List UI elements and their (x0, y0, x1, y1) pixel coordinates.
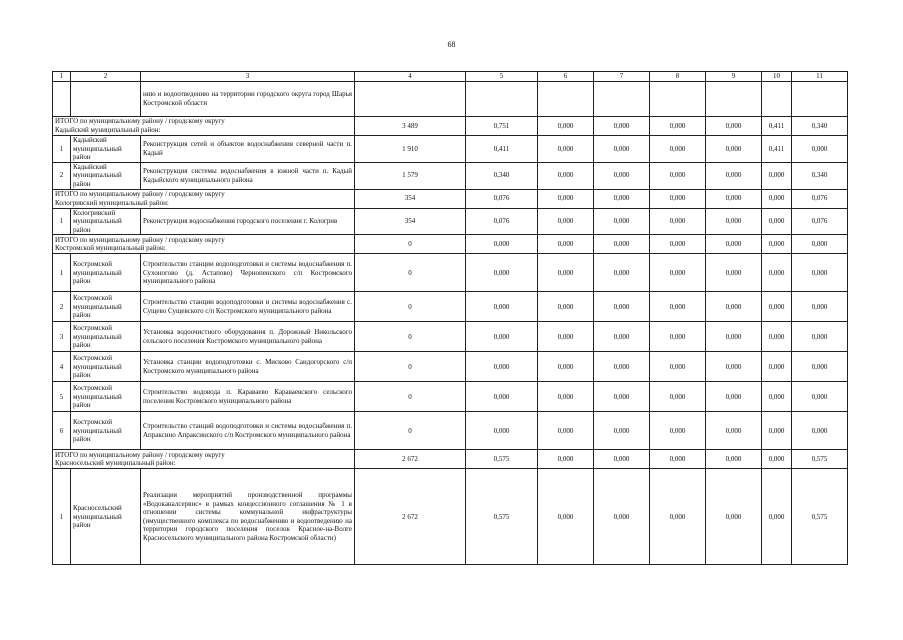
value-cell: 0,000 (538, 382, 594, 412)
municipality: Костромской муниципальный район (71, 322, 141, 352)
row-number: 1 (53, 136, 71, 163)
project-description: Строительство станций водоподготовки и системы водоснабжения п. Апраксино Апраксинского с/п Костромского муниципального района (141, 412, 355, 450)
value-cell: 0,000 (762, 162, 792, 189)
municipality: Кологривский муниципальный район (71, 208, 141, 235)
municipality: Костромской муниципальный район (71, 292, 141, 322)
project-description: Реконструкция водоснабжения городского поселения г. Кологрив (141, 208, 355, 235)
row-number: 4 (53, 352, 71, 382)
value-cell: 0,340 (792, 162, 848, 189)
row-number: 2 (53, 292, 71, 322)
value-cell: 0,000 (538, 136, 594, 163)
column-number-row (53, 72, 848, 82)
value-cell: 0,000 (594, 235, 650, 254)
value-cell: 0,000 (538, 322, 594, 352)
value-cell: 0,340 (792, 117, 848, 136)
value-cell: 0,000 (706, 136, 762, 163)
value-cell: 0,000 (594, 469, 650, 565)
column-header: 8 (650, 72, 706, 82)
value-cell: 0,000 (466, 382, 538, 412)
value-cell: 0,000 (538, 117, 594, 136)
region-name: Кологривский муниципальный район: (55, 198, 169, 207)
value-cell: 0,000 (538, 450, 594, 469)
value-cell: 0,000 (538, 352, 594, 382)
total-label (53, 450, 355, 469)
value-cell: 0,000 (650, 450, 706, 469)
value-cell: 0,000 (594, 292, 650, 322)
value-cell: 0,000 (650, 382, 706, 412)
value-cell: 0,000 (594, 117, 650, 136)
value-cell: 0,000 (762, 352, 792, 382)
project-row (53, 136, 848, 163)
value-volume: 0 (355, 322, 466, 352)
value-cell: 0,076 (466, 189, 538, 208)
column-header: 3 (141, 72, 355, 82)
value-cell: 0,575 (466, 469, 538, 565)
value-cell: 0,000 (650, 117, 706, 136)
region-name: Красносельский муниципальный район: (55, 459, 176, 468)
value-cell: 0,000 (706, 208, 762, 235)
value-cell: 0,000 (594, 382, 650, 412)
value-cell: 0,000 (706, 254, 762, 292)
column-header: 7 (594, 72, 650, 82)
project-row (53, 208, 848, 235)
municipality: Костромской муниципальный район (71, 412, 141, 450)
project-row (53, 254, 848, 292)
value-cell: 0,000 (594, 450, 650, 469)
value-cell: 0,000 (466, 292, 538, 322)
value-cell: 0,575 (792, 450, 848, 469)
value-cell: 0,000 (706, 382, 762, 412)
investment-table (52, 71, 848, 565)
municipality: Красносельский муниципальный район (71, 469, 141, 565)
row-number: 6 (53, 412, 71, 450)
value-cell: 0,000 (650, 322, 706, 352)
value-cell: 0,000 (762, 469, 792, 565)
value-cell: 0,000 (762, 235, 792, 254)
total-caption: ИТОГО по муниципальному району / городскому округу (55, 450, 225, 459)
value-cell: 0,000 (706, 117, 762, 136)
value-cell: 0,000 (762, 382, 792, 412)
value-cell: 0,000 (762, 450, 792, 469)
value-cell: 0,000 (466, 322, 538, 352)
value-cell: 0,000 (466, 352, 538, 382)
continuation-row (53, 82, 848, 117)
value-cell: 0,076 (792, 208, 848, 235)
project-description: Строительство станции водоподготовки и системы водоснабжения с. Сущево Сущевского с/п Костромского муниципального района (141, 292, 355, 322)
value-volume: 3 489 (355, 117, 466, 136)
total-label (53, 235, 355, 254)
project-description: Установка водоочистного оборудования п. Дорожный Никольского сельского поселения Костромского муниципального района (141, 322, 355, 352)
total-row (53, 235, 848, 254)
project-description: Установка станции водоподготовки с. Мисково Саидогорского с/п Костромского муниципального района (141, 352, 355, 382)
value-cell: 0,000 (650, 235, 706, 254)
value-cell: 0,000 (792, 235, 848, 254)
project-row (53, 352, 848, 382)
value-cell: 0,000 (762, 412, 792, 450)
value-cell: 0,000 (706, 412, 762, 450)
value-cell: 0,000 (650, 292, 706, 322)
total-row (53, 117, 848, 136)
value-cell: 0,000 (650, 189, 706, 208)
value-volume: 0 (355, 382, 466, 412)
value-cell: 0,000 (594, 352, 650, 382)
table-body (53, 117, 848, 565)
value-cell: 0,000 (538, 189, 594, 208)
value-cell: 0,000 (650, 412, 706, 450)
value-volume: 0 (355, 254, 466, 292)
value-cell: 0,340 (466, 162, 538, 189)
value-volume: 0 (355, 235, 466, 254)
value-cell: 0,000 (466, 254, 538, 292)
value-cell: 0,000 (594, 254, 650, 292)
value-cell: 0,411 (762, 136, 792, 163)
value-cell: 0,575 (792, 469, 848, 565)
project-row (53, 412, 848, 450)
value-cell: 0,000 (792, 352, 848, 382)
value-cell: 0,000 (762, 208, 792, 235)
row-number: 5 (53, 382, 71, 412)
value-cell: 0,000 (792, 382, 848, 412)
value-cell: 0,000 (594, 322, 650, 352)
project-row (53, 162, 848, 189)
total-label (53, 189, 355, 208)
column-header: 9 (706, 72, 762, 82)
value-cell: 0,000 (706, 352, 762, 382)
value-cell: 0,000 (762, 189, 792, 208)
row-number: 1 (53, 469, 71, 565)
value-cell: 0,000 (762, 322, 792, 352)
value-cell: 0,000 (706, 469, 762, 565)
value-cell: 0,000 (650, 208, 706, 235)
value-cell: 0,000 (792, 136, 848, 163)
value-cell: 0,000 (650, 162, 706, 189)
value-cell: 0,000 (650, 352, 706, 382)
column-header: 6 (538, 72, 594, 82)
column-header: 11 (792, 72, 848, 82)
value-cell: 0,000 (594, 412, 650, 450)
region-name: Костромской муниципальный район: (55, 244, 166, 253)
column-header: 5 (466, 72, 538, 82)
municipality: Костромской муниципальный район (71, 254, 141, 292)
total-caption: ИТОГО по муниципальному району / городскому округу (55, 117, 225, 126)
row-number: 1 (53, 208, 71, 235)
column-header: 4 (355, 72, 466, 82)
project-description: Реконструкция сетей и объектов водоснабжения северной части п. Кадый (141, 136, 355, 163)
value-cell: 0,000 (650, 254, 706, 292)
value-cell: 0,000 (792, 322, 848, 352)
value-cell: 0,076 (792, 189, 848, 208)
value-volume: 1 579 (355, 162, 466, 189)
project-row (53, 382, 848, 412)
total-row (53, 450, 848, 469)
project-row (53, 469, 848, 565)
value-cell: 0,000 (706, 292, 762, 322)
value-cell: 0,000 (466, 412, 538, 450)
municipality: Костромской муниципальный район (71, 382, 141, 412)
value-volume: 0 (355, 412, 466, 450)
value-cell: 0,000 (594, 208, 650, 235)
value-cell: 0,000 (466, 235, 538, 254)
municipality: Кадыйский муниципальный район (71, 136, 141, 163)
value-cell: 0,000 (650, 136, 706, 163)
total-row (53, 189, 848, 208)
value-cell: 0,000 (706, 235, 762, 254)
project-description: Строительство водовода п. Караваево Караваевского сельского поселения Костромского муниципального района (141, 382, 355, 412)
value-cell: 0,000 (538, 292, 594, 322)
value-cell: 0,000 (706, 189, 762, 208)
row-number: 1 (53, 254, 71, 292)
value-cell: 0,575 (466, 450, 538, 469)
region-name: Кадыйский муниципальный район: (55, 126, 161, 134)
value-cell: 0,000 (538, 412, 594, 450)
value-cell: 0,000 (706, 322, 762, 352)
value-cell: 0,411 (762, 117, 792, 136)
value-cell: 0,000 (762, 254, 792, 292)
municipality: Костромской муниципальный район (71, 352, 141, 382)
total-caption: ИТОГО по муниципальному району / городскому округу (55, 189, 225, 198)
value-volume: 1 910 (355, 136, 466, 163)
value-cell: 0,000 (538, 162, 594, 189)
project-description: Строительство станции водоподготовки и системы водоснабжения п. Сухоногово (д. Астапово) Чернопенского с/п Костромского муниципального района (141, 254, 355, 292)
value-cell: 0,000 (594, 189, 650, 208)
value-cell: 0,076 (466, 208, 538, 235)
project-row (53, 322, 848, 352)
row-number: 3 (53, 322, 71, 352)
column-header: 1 (53, 72, 71, 82)
row-number: 2 (53, 162, 71, 189)
value-cell: 0,000 (792, 292, 848, 322)
project-description: Реконструкция системы водоснабжения в южной части п. Кадый Кадыйского муниципального района (141, 162, 355, 189)
value-volume: 0 (355, 352, 466, 382)
value-cell: 0,000 (650, 469, 706, 565)
value-cell: 0,000 (538, 254, 594, 292)
value-cell: 0,000 (538, 235, 594, 254)
value-volume: 354 (355, 189, 466, 208)
column-header: 2 (71, 72, 141, 82)
value-cell: 0,000 (792, 254, 848, 292)
page-number: 68 (447, 40, 456, 49)
value-cell: 0,000 (538, 469, 594, 565)
value-cell: 0,000 (706, 162, 762, 189)
value-cell: 0,411 (466, 136, 538, 163)
value-volume: 354 (355, 208, 466, 235)
value-volume: 0 (355, 292, 466, 322)
total-caption: ИТОГО по муниципальному району / городскому округу (55, 235, 225, 244)
project-row (53, 292, 848, 322)
value-cell: 0,000 (594, 136, 650, 163)
value-cell: 0,000 (762, 292, 792, 322)
total-label (53, 117, 355, 136)
value-cell: 0,000 (792, 412, 848, 450)
municipality: Кадыйский муниципальный район (71, 162, 141, 189)
project-description: нию и водоотведению на территории городского округа город Шарья Костромской области (141, 82, 355, 117)
value-cell: 0,000 (706, 450, 762, 469)
project-description: Реализация мероприятий производственной программы «Водоканалсервис» в рамках концессионного соглашения № 1 в отношении системы коммунальной инфраструктуры (имущественного комплекса по водоснабжению и водоотведению на территории городского поселения поселок Красное-на-Волге Красносельского муниципального района Костромской области) (141, 469, 355, 565)
value-volume: 2 672 (355, 450, 466, 469)
column-header: 10 (762, 72, 792, 82)
value-cell: 0,000 (538, 208, 594, 235)
value-cell: 0,751 (466, 117, 538, 136)
value-volume: 2 672 (355, 469, 466, 565)
value-cell: 0,000 (594, 162, 650, 189)
